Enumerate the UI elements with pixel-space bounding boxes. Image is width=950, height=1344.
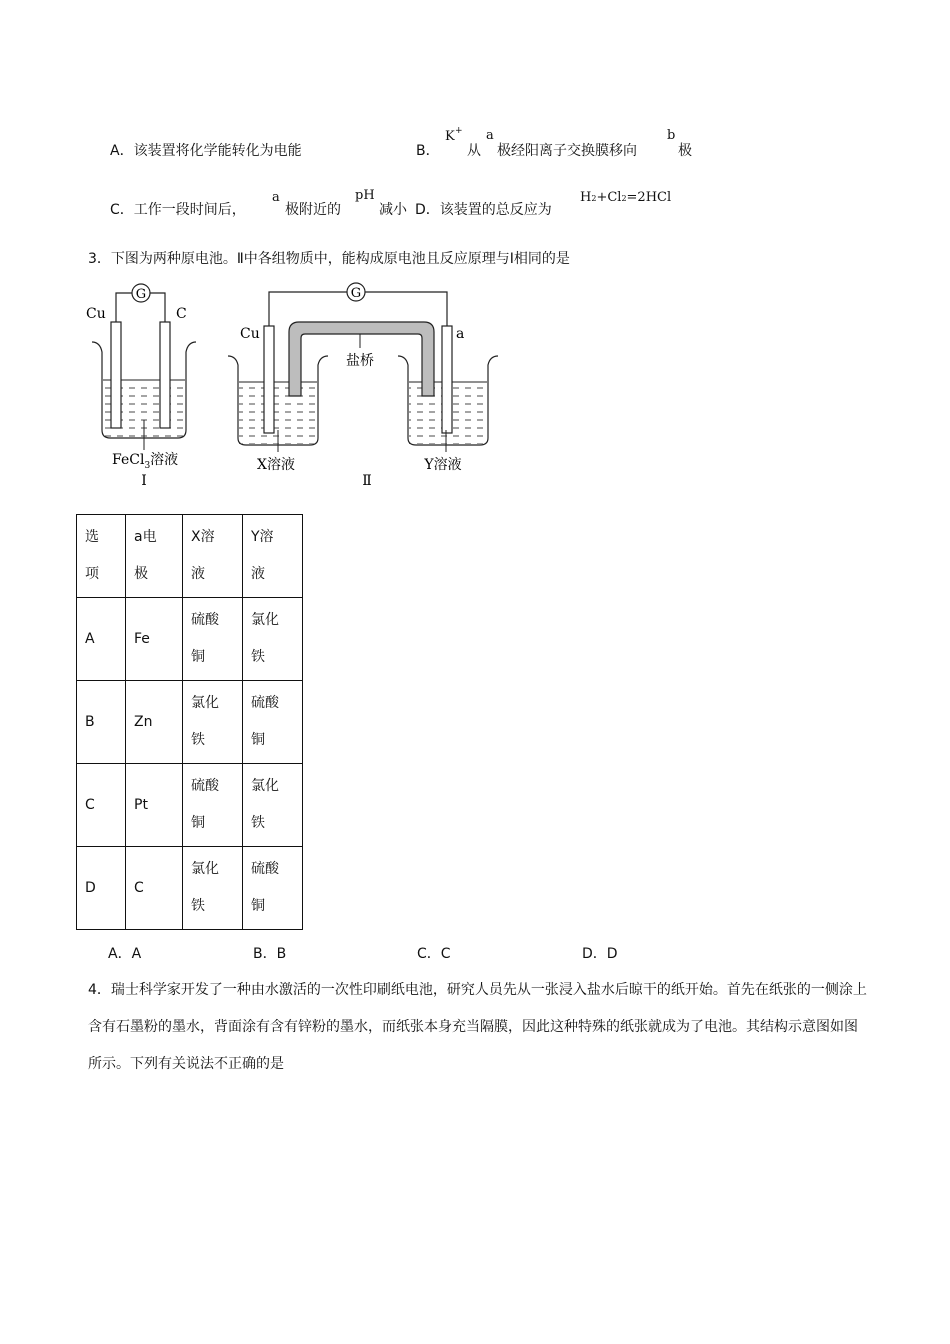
table-cell [183,764,243,847]
table-cell [243,681,303,764]
cell-one-carbon-electrode [160,322,170,428]
cell-one-left-label: Cu [86,306,106,322]
table-cell-text: 铁 [251,649,265,665]
table-cell-text: X溶 [191,529,215,545]
q2-option-b-ion: K [445,129,455,144]
cell-two-right-label: a [456,326,465,342]
cell-one-copper-electrode [111,322,121,428]
table-cell-text: 液 [191,566,205,582]
cell-one-meter-label: G [135,287,147,302]
table-cell-text: 硫酸 [251,861,279,877]
table-cell [77,515,126,598]
q2-option-b-middle: 极经阳离子交换膜移向 [497,143,637,159]
q2-option-b-prefix: B． [416,143,440,159]
table-cell-text: C [134,879,144,896]
q3-choice-b: B．B [253,946,287,962]
table-cell-text: B [85,713,95,730]
table-cell [183,847,243,930]
table-cell-text: 硫酸 [191,778,219,794]
cell-two-a-electrode [442,326,452,433]
y-solution-label: Y溶液 [424,457,462,473]
q2-option-d-prefix: D．该装置的总反应为 [415,202,552,218]
table-cell-text: 液 [251,566,265,582]
q2-option-c-a: a [272,190,280,205]
table-cell-text: 铁 [191,732,205,748]
table-cell-text: C [85,796,95,813]
table-cell [243,515,303,598]
table-cell-text: 氯化 [251,778,279,794]
table-cell-text: 极 [134,566,148,582]
cell-one-solution-label: FeCl$_3$溶液 [112,452,179,471]
cell-two-meter-label: G [350,286,362,301]
q2-option-d-equation: H2+Cl2=2HCl [580,190,672,205]
q2-option-c-d [110,186,710,222]
q3-stem: 3．下图为两种原电池。Ⅱ中各组物质中，能构成原电池且反应原理与Ⅰ相同的是 [88,251,570,267]
table-cell-text: 铜 [191,815,205,831]
q2-option-c-prefix: C．工作一段时间后， [110,202,246,218]
q3-figure [80,280,500,490]
cell-two [228,283,498,489]
q2-option-b-ion-charge: + [455,126,463,136]
table-cell [77,847,126,930]
table-row [77,598,303,681]
table-cell [126,598,183,681]
table-cell [126,847,183,930]
table-cell-text: 铜 [251,898,265,914]
x-solution-label: X溶液 [257,457,295,473]
q3-options-table [76,514,303,930]
table-cell [243,598,303,681]
table-cell [243,764,303,847]
table-row [77,764,303,847]
table-cell [77,681,126,764]
table-cell-text: D [85,879,96,896]
cell-one-right-label: C [176,306,187,322]
q2-option-a: A．该装置将化学能转化为电能 [110,143,302,159]
q2-option-b [416,128,716,162]
table-cell [183,598,243,681]
q2-option-b-from: 从 [467,143,481,159]
table-cell [77,764,126,847]
table-cell-text: Zn [134,713,153,730]
salt-bridge-label: 盐桥 [346,353,374,369]
cell-two-roman-label: Ⅱ [362,473,372,489]
cell-two-copper-electrode [264,326,274,433]
table-cell-text: 铁 [191,898,205,914]
q3-choice-d: D．D [582,946,618,962]
table-cell-text: 选 [85,529,99,545]
table-cell-text: 项 [85,566,99,582]
table-cell-text: 氯化 [191,861,219,877]
q2-option-b-a: a [486,128,494,143]
q3-choice-a: A．A [108,946,142,962]
table-cell-text: 硫酸 [191,612,219,628]
table-cell-text: Pt [134,796,148,813]
table-cell-text: 铁 [251,815,265,831]
table-cell [77,598,126,681]
q2-option-c-end: 减小 [379,202,407,218]
cell-one-roman-label: Ⅰ [141,473,147,489]
cell-two-left-label: Cu [240,326,260,342]
cell-one [86,284,196,489]
table-cell [126,515,183,598]
table-cell [126,681,183,764]
table-cell [183,515,243,598]
table-header-row [77,515,303,598]
table-cell-text: 氯化 [251,612,279,628]
q2-option-b-b: b [667,128,676,143]
table-cell-text: 硫酸 [251,695,279,711]
q2-option-c-ph: pH [355,188,375,203]
table-row [77,847,303,930]
table-cell-text: a电 [134,529,157,545]
table-cell-text: 铜 [251,732,265,748]
table-cell-text: 氯化 [191,695,219,711]
table-cell-text: A [85,630,95,647]
table-cell-text: Fe [134,630,150,647]
table-cell-text: Y溶 [251,529,274,545]
q2-option-b-end: 极 [678,143,692,159]
table-row [77,681,303,764]
q4-text: 4．瑞士科学家开发了一种由水激活的一次性印刷纸电池，研究人员先从一张浸入盐水后晾干的纸开始。首先在纸张的一侧涂上含有石墨粉的墨水，背面涂有含有锌粉的墨水，而纸张本身充当隔膜，因此这种特殊的纸张就成为了电池。其结构示意图如图所示。下列有关说法不正确的是 [88,982,867,1072]
table-cell [126,764,183,847]
table-cell [183,681,243,764]
table-cell-text: 铜 [191,649,205,665]
table-cell [243,847,303,930]
q3-choice-c: C．C [417,946,451,962]
q2-option-c-middle: 极附近的 [285,202,341,218]
